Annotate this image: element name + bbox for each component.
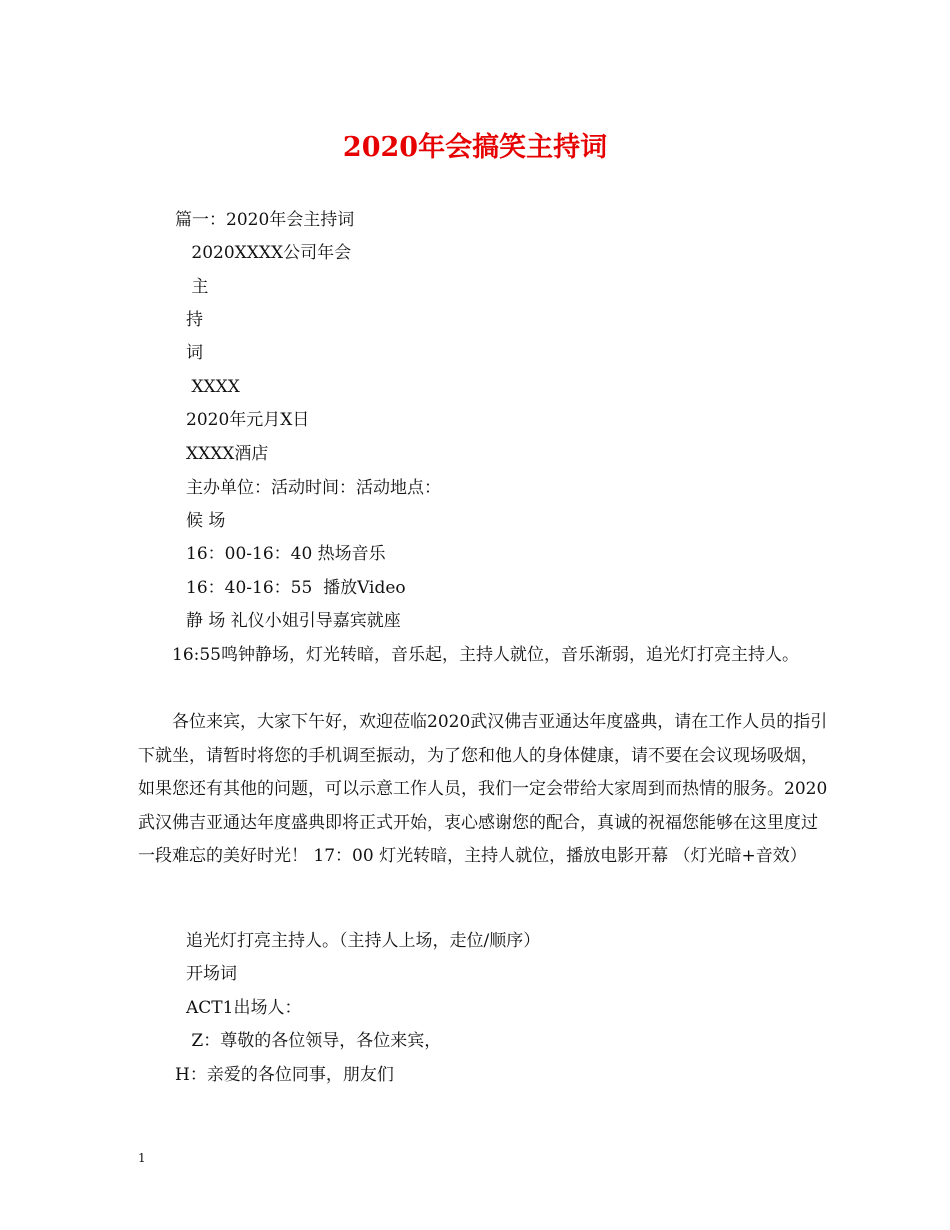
paragraph: 16:55鸣钟静场，灯光转暗，音乐起，主持人就位，音乐渐弱，追光灯打亮主持人。 [172, 645, 799, 665]
text-line: 开场词 [186, 964, 237, 984]
text-line: 2020年元月X日 [186, 410, 310, 430]
text-line: 追光灯打亮主持人。（主持人上场，走位/顺序） [186, 931, 541, 951]
text-line: H：亲爱的各位同事，朋友们 [175, 1065, 394, 1085]
text-line: 词 [186, 343, 203, 363]
text-line: 16：40-16：55 播放Video [186, 578, 406, 598]
section-heading: 篇一：2020年会主持词 [175, 210, 355, 230]
text-line: 16：00-16：40 热场音乐 [186, 544, 386, 564]
text-line: ACT1出场人： [186, 998, 302, 1018]
document-title: 2020年会搞笑主持词 [342, 132, 608, 163]
text-line: 2020XXXX公司年会 [186, 243, 352, 263]
text-line: 持 [186, 310, 203, 330]
text-line: 主办单位：活动时间：活动地点： [186, 478, 441, 498]
text-line: 候 场 [186, 511, 226, 531]
paragraph: 各位来宾，大家下午好，欢迎莅临2020武汉佛吉亚通达年度盛典，请在工作人员的指引下就坐，请暂时将您的手机调至振动，为了您和他人的身体健康，请不要在会议现场吸烟，如果您还有其他的问题，可以示意工作人员，我们一定会带给大家周到而热情的服务。2020武汉佛吉亚通达年度盛典即将正式开始，衷心感谢您的配合，真诚的祝福您能够在这里度过一段难忘的美好时光！ 17：00 灯光转暗，主持人就位，播放电影开幕 （灯光暗+音效） [138, 712, 828, 866]
text-line: XXXX [186, 377, 240, 397]
text-line: Z：尊敬的各位领导，各位来宾， [186, 1031, 442, 1051]
text-line: XXXX酒店 [186, 444, 269, 464]
text-line: 静 场 礼仪小姐引导嘉宾就座 [186, 611, 401, 631]
text-line: 主 [186, 277, 209, 297]
page-number: 1 [138, 1151, 146, 1165]
